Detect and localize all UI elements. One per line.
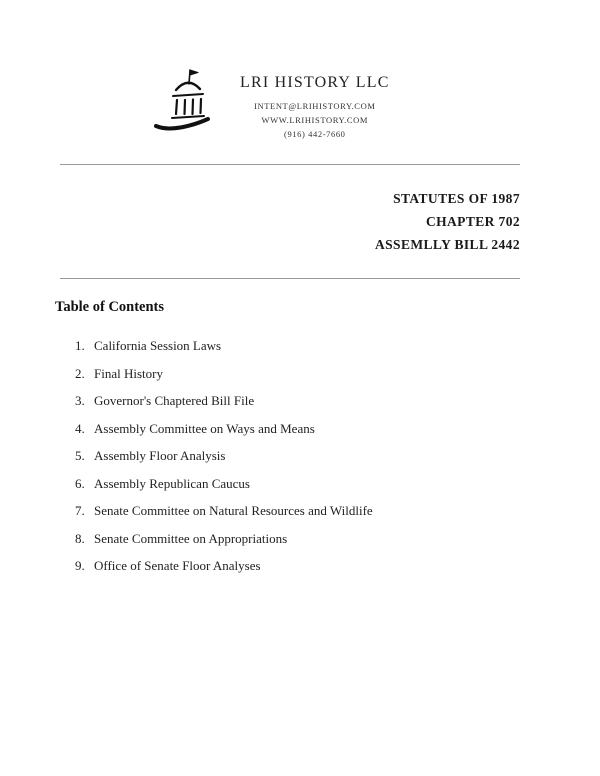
toc-item: 9. Office of Senate Floor Analyses — [88, 558, 600, 574]
toc-item: 2. Final History — [88, 366, 600, 382]
toc-item: 7. Senate Committee on Natural Resources and Wildlife — [88, 503, 600, 519]
company-email: INTENT@LRIHISTORY.COM — [254, 101, 376, 111]
toc-item: 5. Assembly Floor Analysis — [88, 448, 600, 464]
contact-block — [240, 62, 390, 141]
capitol-logo-icon — [148, 64, 226, 142]
toc-item: 8. Senate Committee on Appropriations — [88, 531, 600, 547]
toc-heading: Table of Contents — [55, 299, 165, 315]
toc-list — [72, 338, 600, 574]
company-name: LRI HISTORY LLC — [240, 74, 390, 91]
divider-bottom — [60, 278, 520, 279]
chapter-line: CHAPTER 702 — [425, 214, 520, 229]
toc-item: 1. California Session Laws — [88, 338, 600, 354]
letterhead — [0, 0, 600, 142]
toc-item: 6. Assembly Republican Caucus — [88, 476, 600, 492]
assembly-bill-line: ASSEMLLY BILL 2442 — [374, 237, 520, 252]
company-website: WWW.LRIHISTORY.COM — [261, 115, 369, 126]
statutes-line: STATUTES OF 1987 — [393, 191, 520, 206]
toc-item: 3. Governor's Chaptered Bill File — [88, 393, 600, 409]
toc-item: 4. Assembly Committee on Ways and Means — [88, 421, 600, 437]
divider-top — [60, 164, 520, 165]
statute-title-block — [0, 187, 600, 256]
company-phone: (916) 442-7660 — [284, 129, 346, 140]
